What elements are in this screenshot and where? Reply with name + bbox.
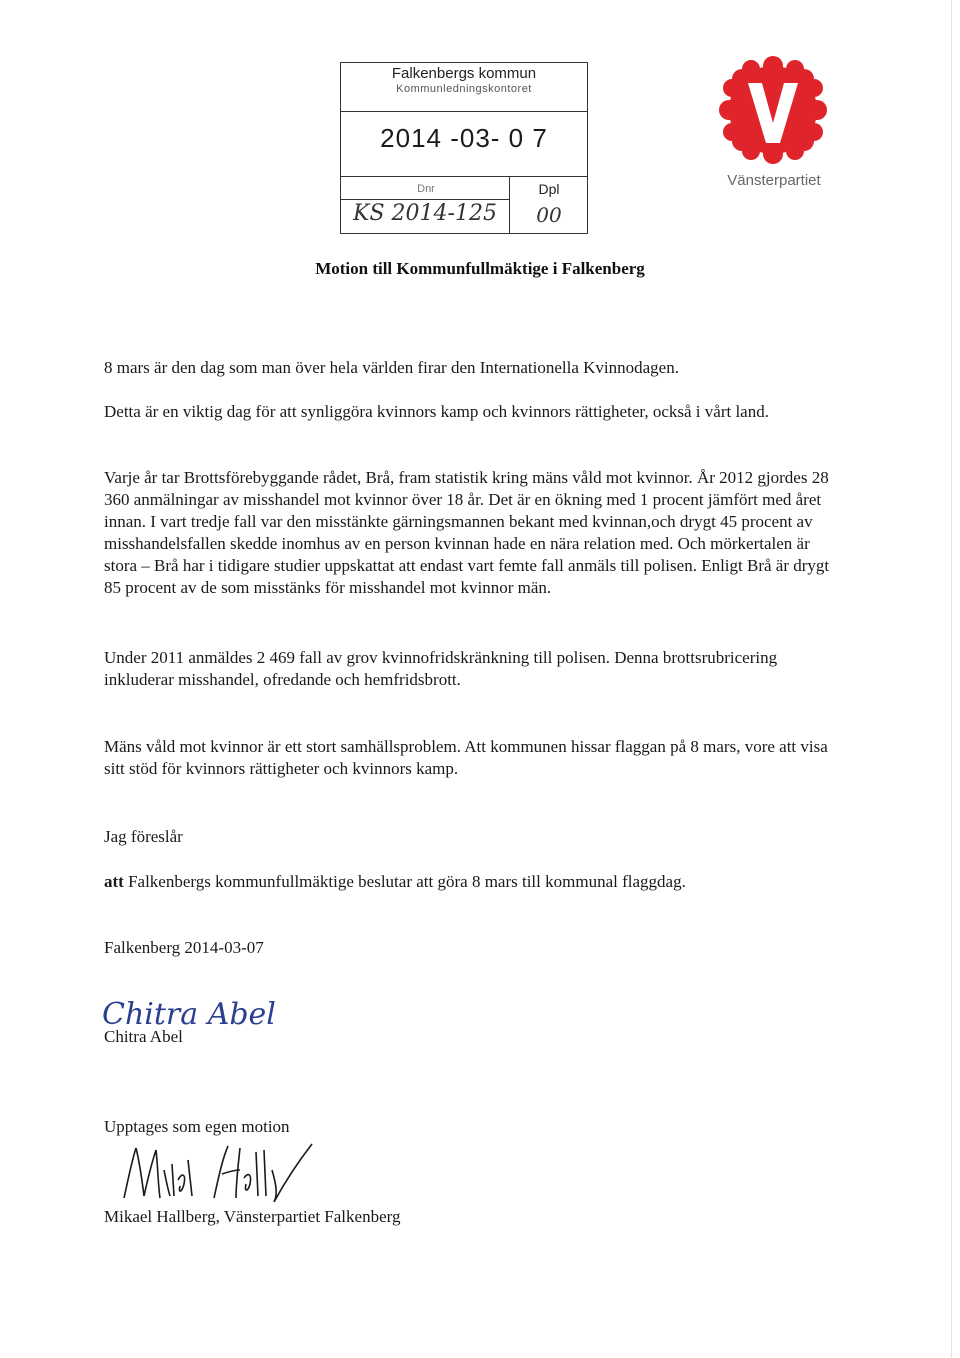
paragraph-intro: 8 mars är den dag som man över hela världen firar den Internationella Kvinnodagen. bbox=[104, 358, 679, 377]
stamp-dnr-value: KS 2014-125 bbox=[353, 201, 497, 226]
place-and-date: Falkenberg 2014-03-07 bbox=[104, 938, 264, 957]
proposal-att: att bbox=[104, 872, 124, 891]
vansterpartiet-logo-icon bbox=[718, 55, 828, 165]
stamp-unit-name: Kommunledningskontoret bbox=[396, 83, 532, 95]
proposal-statement bbox=[104, 871, 844, 893]
signer-name-chitra: Chitra Abel bbox=[104, 1027, 183, 1046]
stamp-dnr-label: Dnr bbox=[417, 183, 435, 195]
scan-edge bbox=[951, 0, 952, 1358]
registration-stamp bbox=[340, 62, 588, 234]
proposal-text: Falkenbergs kommunfullmäktige beslutar att göra 8 mars till kommunal flaggdag. bbox=[123, 872, 686, 891]
adoption-note: Upptages som egen motion bbox=[104, 1117, 290, 1136]
paragraph-purpose: Detta är en viktig dag för att synliggöra kvinnors kamp och kvinnors rättigheter, också i vårt land. bbox=[104, 402, 769, 421]
stamp-column-divider bbox=[509, 177, 510, 233]
stamp-divider bbox=[341, 199, 509, 200]
document-title: Motion till Kommunfullmäktige i Falkenberg bbox=[315, 259, 645, 278]
handwritten-signature-mikael bbox=[116, 1140, 316, 1206]
stamp-divider bbox=[341, 176, 587, 177]
stamp-org-name: Falkenbergs kommun bbox=[391, 65, 537, 82]
paragraph-problem: Mäns våld mot kvinnor är ett stort samhällsproblem. Att kommunen hissar flaggan på 8 mars, vore att visa sitt stöd för kvinnors rättigheter och kvinnors kamp. bbox=[104, 737, 828, 778]
paragraph-statistics: Varje år tar Brottsförebyggande rådet, Brå, fram statistik kring mäns våld mot kvinnor. År 2012 gjordes 28 360 anmälningar av misshandel mot kvinnor över 18 år. Det är en ökning med 1 procent jämfört med året innan. I vart tredje fall var den misstänkte gärningsmannen bekant med kvinnan,och drygt 45 procent av misshandelsfallen skedde inomhus av en person kvinnan hade en nära relation med. Och mörkertalen är stora – Brå har i tidigare studier uppskattat att endast vart femte fall anmäls till polisen. Enligt Brå är drygt 85 procent av de som misstänks för misshandel mot kvinnor män. bbox=[104, 468, 830, 597]
stamp-received-date: 2014 -03- 0 7 bbox=[380, 123, 548, 153]
proposal-intro: Jag föreslår bbox=[104, 827, 183, 846]
stamp-dpl-value: 00 bbox=[536, 203, 562, 227]
paragraph-2011-reports: Under 2011 anmäldes 2 469 fall av grov kvinnofridskränkning till polisen. Denna brottsrubricering inkluderar misshandel, ofredande och hemfridsbrott. bbox=[104, 648, 778, 689]
stamp-divider bbox=[341, 111, 587, 112]
stamp-dpl-label: Dpl bbox=[538, 181, 560, 197]
handwritten-signature-text: Chitra Abel bbox=[102, 997, 276, 1032]
signer-name-mikael: Mikael Hallberg, Vänsterpartiet Falkenberg bbox=[104, 1207, 401, 1226]
party-name: Vänsterpartiet bbox=[727, 172, 821, 189]
